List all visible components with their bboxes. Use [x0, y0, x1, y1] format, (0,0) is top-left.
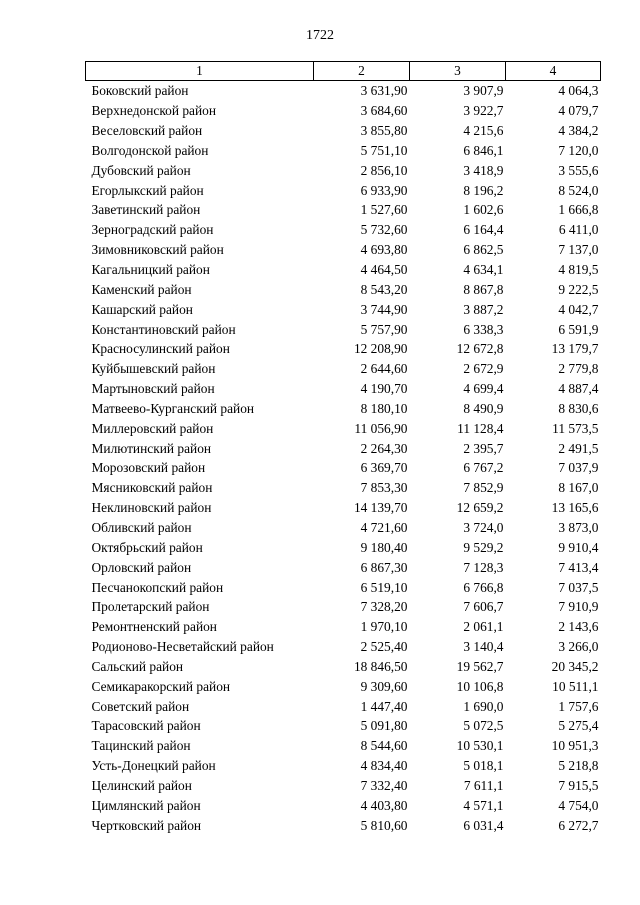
value-cell-col-4: 4 754,0 [558, 797, 599, 813]
value-cell-col-3: 8 867,8 [463, 281, 504, 297]
value-cell-col-2: 4 834,40 [360, 758, 408, 774]
district-name-cell: Милютинский район [91, 440, 212, 456]
value-cell-col-3: 10 530,1 [456, 738, 504, 754]
table-row [86, 637, 601, 657]
district-name-cell: Тарасовский район [91, 718, 201, 734]
district-name-cell: Миллеровский район [91, 420, 214, 436]
value-cell-col-3: 6 338,3 [463, 321, 504, 337]
value-cell-col-4: 4 079,7 [558, 103, 599, 119]
value-cell-col-3: 3 887,2 [463, 301, 504, 317]
district-name-cell: Пролетарский район [91, 599, 210, 615]
value-cell-col-2: 8 180,10 [360, 400, 408, 416]
value-cell-col-2: 1 447,40 [360, 698, 408, 714]
value-cell-col-3: 8 490,9 [463, 400, 504, 416]
value-cell-col-2: 2 525,40 [360, 639, 408, 655]
value-cell-col-2: 4 190,70 [360, 381, 408, 397]
value-cell-col-3: 2 395,7 [463, 440, 504, 456]
value-cell-col-3: 6 766,8 [463, 579, 504, 595]
value-cell-col-4: 10 951,3 [551, 738, 599, 754]
value-cell-col-2: 5 810,60 [360, 817, 408, 833]
table-row [86, 676, 601, 696]
value-cell-col-2: 3 744,90 [360, 301, 408, 317]
district-name-cell: Мартыновский район [91, 381, 215, 397]
table-row [86, 577, 601, 597]
table-row [86, 597, 601, 617]
value-cell-col-4: 20 345,2 [551, 658, 599, 674]
district-name-cell: Зерноградский район [91, 222, 214, 238]
value-cell-col-3: 8 196,2 [463, 182, 504, 198]
value-cell-col-4: 1 666,8 [558, 202, 599, 218]
value-cell-col-4: 7 037,5 [558, 579, 599, 595]
district-name-cell: Куйбышевский район [91, 361, 216, 377]
table-row [86, 339, 601, 359]
value-cell-col-4: 13 179,7 [551, 341, 599, 357]
value-cell-col-4: 4 819,5 [558, 262, 599, 278]
value-cell-col-4: 8 167,0 [558, 480, 599, 496]
table-row [86, 399, 601, 419]
table-row [86, 81, 601, 101]
table-row [86, 379, 601, 399]
district-name-cell: Усть-Донецкий район [91, 758, 216, 774]
district-name-cell: Чертковский район [91, 817, 202, 833]
value-cell-col-2: 5 751,10 [360, 142, 408, 158]
district-name-cell: Тацинский район [91, 738, 191, 754]
value-cell-col-3: 7 611,1 [463, 777, 504, 793]
table-row [86, 121, 601, 141]
table-row [86, 200, 601, 220]
value-cell-col-4: 6 591,9 [558, 321, 599, 337]
value-cell-col-4: 8 524,0 [558, 182, 599, 198]
district-name-cell: Веселовский район [91, 123, 203, 139]
value-cell-col-2: 9 309,60 [360, 678, 408, 694]
value-cell-col-4: 6 272,7 [558, 817, 599, 833]
table-row [86, 776, 601, 796]
value-cell-col-3: 6 862,5 [463, 242, 504, 258]
value-cell-col-4: 11 573,5 [552, 420, 599, 436]
district-name-cell: Матвеево-Курганский район [91, 400, 255, 416]
district-name-cell: Мясниковский район [91, 480, 213, 496]
district-name-cell: Дубовский район [91, 162, 191, 178]
value-cell-col-3: 4 699,4 [463, 381, 504, 397]
header-row [86, 62, 601, 81]
value-cell-col-2: 3 631,90 [360, 83, 408, 99]
value-cell-col-4: 2 143,6 [558, 619, 599, 635]
district-name-cell: Егорлыкский район [91, 182, 204, 198]
district-name-cell: Октябрьский район [91, 539, 203, 555]
district-name-cell: Красносулинский район [91, 341, 230, 357]
value-cell-col-4: 4 887,4 [558, 381, 599, 397]
value-cell-col-3: 3 907,9 [463, 83, 504, 99]
value-cell-col-2: 9 180,40 [360, 539, 408, 555]
district-name-cell: Советский район [91, 698, 190, 714]
table-row [86, 537, 601, 557]
value-cell-col-3: 3 922,7 [463, 103, 504, 119]
value-cell-col-3: 12 672,8 [456, 341, 504, 357]
district-name-cell: Волгодонской район [91, 142, 209, 158]
table-body [86, 81, 601, 836]
value-cell-col-4: 3 266,0 [558, 639, 599, 655]
value-cell-col-3: 1 602,6 [463, 202, 504, 218]
value-cell-col-2: 3 684,60 [360, 103, 408, 119]
table-row [86, 756, 601, 776]
table-row [86, 438, 601, 458]
district-name-cell: Каменский район [91, 281, 192, 297]
column-header-1: 1 [86, 62, 314, 81]
value-cell-col-2: 1 970,10 [360, 619, 408, 635]
value-cell-col-4: 5 218,8 [558, 758, 599, 774]
value-cell-col-3: 7 852,9 [463, 480, 504, 496]
district-name-cell: Заветинский район [91, 202, 201, 218]
table-row [86, 498, 601, 518]
value-cell-col-4: 2 779,8 [558, 361, 599, 377]
value-cell-col-2: 4 721,60 [360, 519, 408, 535]
value-cell-col-2: 1 527,60 [360, 202, 408, 218]
value-cell-col-4: 9 222,5 [558, 281, 599, 297]
value-cell-col-4: 7 120,0 [558, 142, 599, 158]
table-row [86, 220, 601, 240]
value-cell-col-4: 10 511,1 [552, 678, 599, 694]
value-cell-col-3: 4 571,1 [463, 797, 504, 813]
table-row [86, 240, 601, 260]
value-cell-col-2: 11 056,90 [354, 420, 408, 436]
value-cell-col-3: 5 018,1 [463, 758, 504, 774]
value-cell-col-2: 4 464,50 [360, 262, 408, 278]
district-name-cell: Цимлянский район [91, 797, 201, 813]
value-cell-col-3: 3 140,4 [463, 639, 504, 655]
column-header-2: 2 [314, 62, 410, 81]
value-cell-col-4: 7 413,4 [558, 559, 599, 575]
value-cell-col-4: 3 873,0 [558, 519, 599, 535]
district-name-cell: Константиновский район [91, 321, 236, 337]
district-name-cell: Семикаракорский район [91, 678, 231, 694]
table-row [86, 141, 601, 161]
district-name-cell: Сальский район [91, 658, 184, 674]
district-name-cell: Кашарский район [91, 301, 193, 317]
table-row [86, 656, 601, 676]
value-cell-col-4: 13 165,6 [551, 500, 599, 516]
column-header-3: 3 [410, 62, 506, 81]
value-cell-col-2: 8 544,60 [360, 738, 408, 754]
value-cell-col-3: 9 529,2 [463, 539, 504, 555]
value-cell-col-3: 6 164,4 [463, 222, 504, 238]
value-cell-col-4: 2 491,5 [558, 440, 599, 456]
value-cell-col-2: 3 855,80 [360, 123, 408, 139]
value-cell-col-3: 3 724,0 [463, 519, 504, 535]
table-row [86, 617, 601, 637]
value-cell-col-3: 1 690,0 [463, 698, 504, 714]
district-name-cell: Орловский район [91, 559, 192, 575]
district-name-cell: Родионово-Несветайский район [91, 639, 274, 655]
value-cell-col-4: 9 910,4 [558, 539, 599, 555]
table-row [86, 795, 601, 815]
table-row [86, 478, 601, 498]
value-cell-col-2: 4 403,80 [360, 797, 408, 813]
value-cell-col-3: 12 659,2 [456, 500, 504, 516]
value-cell-col-2: 6 369,70 [360, 460, 408, 476]
value-cell-col-3: 2 061,1 [463, 619, 504, 635]
value-cell-col-2: 7 332,40 [360, 777, 408, 793]
table-row [86, 458, 601, 478]
value-cell-col-2: 4 693,80 [360, 242, 408, 258]
page-number: 1722 [306, 28, 334, 43]
value-cell-col-3: 7 606,7 [463, 599, 504, 615]
table-row [86, 260, 601, 280]
value-cell-col-4: 5 275,4 [558, 718, 599, 734]
value-cell-col-2: 5 757,90 [360, 321, 408, 337]
value-cell-col-4: 4 384,2 [558, 123, 599, 139]
district-name-cell: Обливский район [91, 519, 192, 535]
table-row [86, 815, 601, 835]
table-row [86, 180, 601, 200]
value-cell-col-4: 6 411,0 [558, 222, 599, 238]
value-cell-col-2: 6 933,90 [360, 182, 408, 198]
value-cell-col-3: 7 128,3 [463, 559, 504, 575]
district-name-cell: Песчанокопский район [91, 579, 224, 595]
district-name-cell: Верхнедонской район [91, 103, 217, 119]
value-cell-col-3: 4 215,6 [463, 123, 504, 139]
value-cell-col-2: 2 856,10 [360, 162, 408, 178]
value-cell-col-2: 6 519,10 [360, 579, 408, 595]
value-cell-col-3: 2 672,9 [463, 361, 504, 377]
district-name-cell: Ремонтненский район [91, 619, 217, 635]
value-cell-col-3: 6 031,4 [463, 817, 504, 833]
table-row [86, 736, 601, 756]
district-name-cell: Зимовниковский район [91, 242, 224, 258]
value-cell-col-3: 6 767,2 [463, 460, 504, 476]
value-cell-col-2: 2 644,60 [360, 361, 408, 377]
value-cell-col-2: 8 543,20 [360, 281, 408, 297]
value-cell-col-4: 3 555,6 [558, 162, 599, 178]
table-row [86, 557, 601, 577]
value-cell-col-4: 4 042,7 [558, 301, 599, 317]
value-cell-col-2: 18 846,50 [353, 658, 408, 674]
value-cell-col-2: 5 091,80 [360, 718, 408, 734]
value-cell-col-2: 12 208,90 [353, 341, 408, 357]
value-cell-col-3: 4 634,1 [463, 262, 504, 278]
value-cell-col-2: 14 139,70 [353, 500, 408, 516]
value-cell-col-2: 6 867,30 [360, 559, 408, 575]
value-cell-col-4: 8 830,6 [558, 400, 599, 416]
value-cell-col-4: 1 757,6 [558, 698, 599, 714]
value-cell-col-4: 7 137,0 [558, 242, 599, 258]
value-cell-col-2: 5 732,60 [360, 222, 408, 238]
value-cell-col-3: 3 418,9 [463, 162, 504, 178]
table-row [86, 359, 601, 379]
value-cell-col-3: 6 846,1 [463, 142, 504, 158]
district-name-cell: Неклиновский район [91, 500, 212, 516]
table-row [86, 696, 601, 716]
table-row [86, 160, 601, 180]
value-cell-col-2: 7 853,30 [360, 480, 408, 496]
value-cell-col-4: 7 915,5 [558, 777, 599, 793]
value-cell-col-4: 7 910,9 [558, 599, 599, 615]
district-name-cell: Боковский район [91, 83, 189, 99]
data-table [85, 61, 601, 835]
value-cell-col-3: 11 128,4 [457, 420, 504, 436]
district-name-cell: Целинский район [91, 777, 192, 793]
value-cell-col-3: 10 106,8 [456, 678, 504, 694]
table-row [86, 319, 601, 339]
table-row [86, 418, 601, 438]
table-row [86, 299, 601, 319]
value-cell-col-3: 5 072,5 [463, 718, 504, 734]
value-cell-col-4: 7 037,9 [558, 460, 599, 476]
column-header-4: 4 [506, 62, 601, 81]
table-row [86, 101, 601, 121]
value-cell-col-2: 2 264,30 [360, 440, 408, 456]
district-name-cell: Морозовский район [91, 460, 206, 476]
table-row [86, 279, 601, 299]
district-name-cell: Кагальницкий район [91, 262, 210, 278]
value-cell-col-2: 7 328,20 [360, 599, 408, 615]
table-row [86, 716, 601, 736]
value-cell-col-3: 19 562,7 [456, 658, 504, 674]
table-row [86, 518, 601, 538]
value-cell-col-4: 4 064,3 [558, 83, 599, 99]
